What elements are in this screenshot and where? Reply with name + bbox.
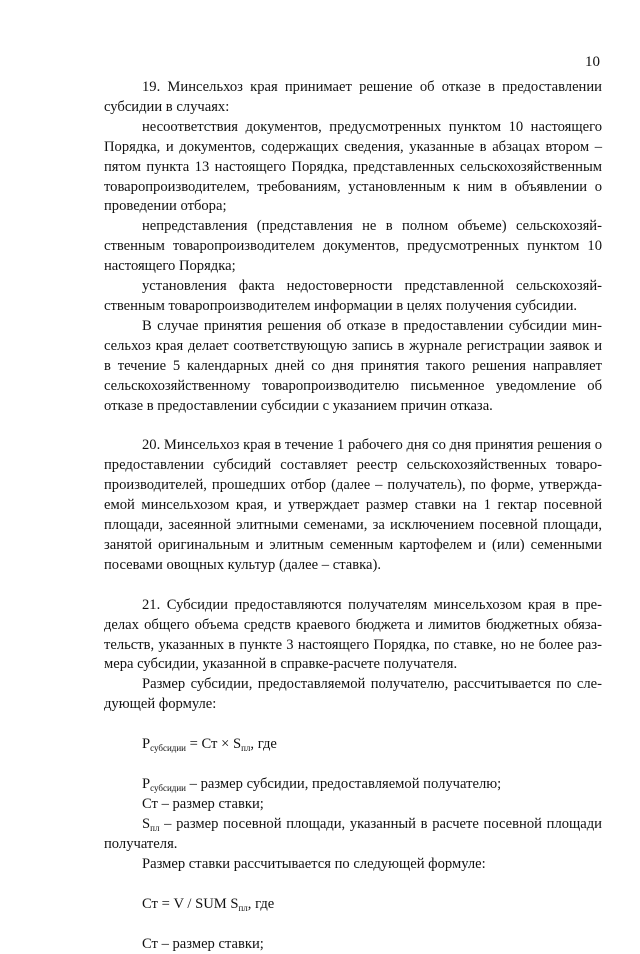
paragraph-19-case-1: несоответствия документов, предусмотренных пунктом 10 настоящего Порядка, и документов, содержащих сведения, указанные в абзацах втором – пятом пункта 13 настоящего Порядка, представленных сельскохозяйственным товаропроизводителем, требованиям, установленным к ним в объявлении о проведении отбора; — [104, 118, 602, 215]
document-body — [104, 78, 602, 954]
paragraph-21: 21. Субсидии предоставляются получателям минсельхозом края в пределах общего объема средств краевого бюджета и лимитов бюджетных обязательств, указанных в пункте 3 настоящего Порядка, по ставке, но не более размера субсидии, указанной в справке-расчете получателя. — [104, 596, 602, 673]
paragraph-19-refusal: В случае принятия решения об отказе в предоставлении субсидии минсельхоз края делает соответствующую запись в журнале регистрации заявок и в течение 5 календарных дней со дня принятия такого решения направляет сельскохозяйственному товаропроизводителю письменное уведомление об отказе в предоставлении субсидии с указанием причин отказа. — [104, 317, 602, 414]
spacer — [104, 755, 602, 775]
spacer — [104, 915, 602, 935]
paragraph-19-case-3: установления факта недостоверности представленной сельскохозяйственным товаропроизводителем информации в целях получения субсидии. — [104, 278, 602, 314]
spacer — [104, 576, 602, 596]
page-number: 10 — [585, 54, 600, 70]
paragraph-20: 20. Минсельхоз края в течение 1 рабочего дня со дня принятия решения о предоставлении субсидий составляет реестр сельскохозяйственных товаропроизводителей, прошедших отбор (далее – получатель), по форме, утверждaемой минсельхозом края, и утверждает размер ставки на 1 гектар посевной площади, засеянной элитными семенами, за исключением посевной площади, занятой оригинальным и элитным семенным картофелем и (или) семенными посевами овощных культур (далее – ставка). — [104, 437, 602, 573]
spacer — [104, 416, 602, 436]
spacer — [104, 875, 602, 895]
rate-formula-intro: Размер ставки рассчитывается по следующей формуле: — [142, 855, 486, 872]
paragraph-21-formula-intro: Размер субсидии, предоставляемой получателю, рассчитывается по следующей формуле: — [104, 676, 602, 713]
paragraph-19-intro: 19. Минсельхоз края принимает решение об отказе в предоставлении субсидии в случаях: — [104, 79, 602, 115]
definition-rate: Ст – размер ставки; — [142, 796, 264, 812]
subsidy-formula: $P_{субсидии}$ = Ст × $S_{пл}$, где — [142, 736, 277, 754]
definition-s-area: $S_{пл}$ – размер посевной площади, указанный в расчете посевной площади получателя. — [104, 815, 602, 852]
paragraph-19-case-2: непредставления (представления не в полном объеме) сельскохозяйственным товаропроизводителем документов, предусмотренных пунктом 10 настоящего Порядка; — [104, 218, 602, 275]
spacer — [104, 715, 602, 735]
definition-p-subsidy: $P_{субсидии}$ – размер субсидии, предоставляемой получателю; — [142, 776, 502, 794]
definition-rate-2: Ст – размер ставки; — [142, 935, 264, 952]
rate-formula: Ст = V / SUM $S_{пл}$, где — [142, 895, 275, 913]
